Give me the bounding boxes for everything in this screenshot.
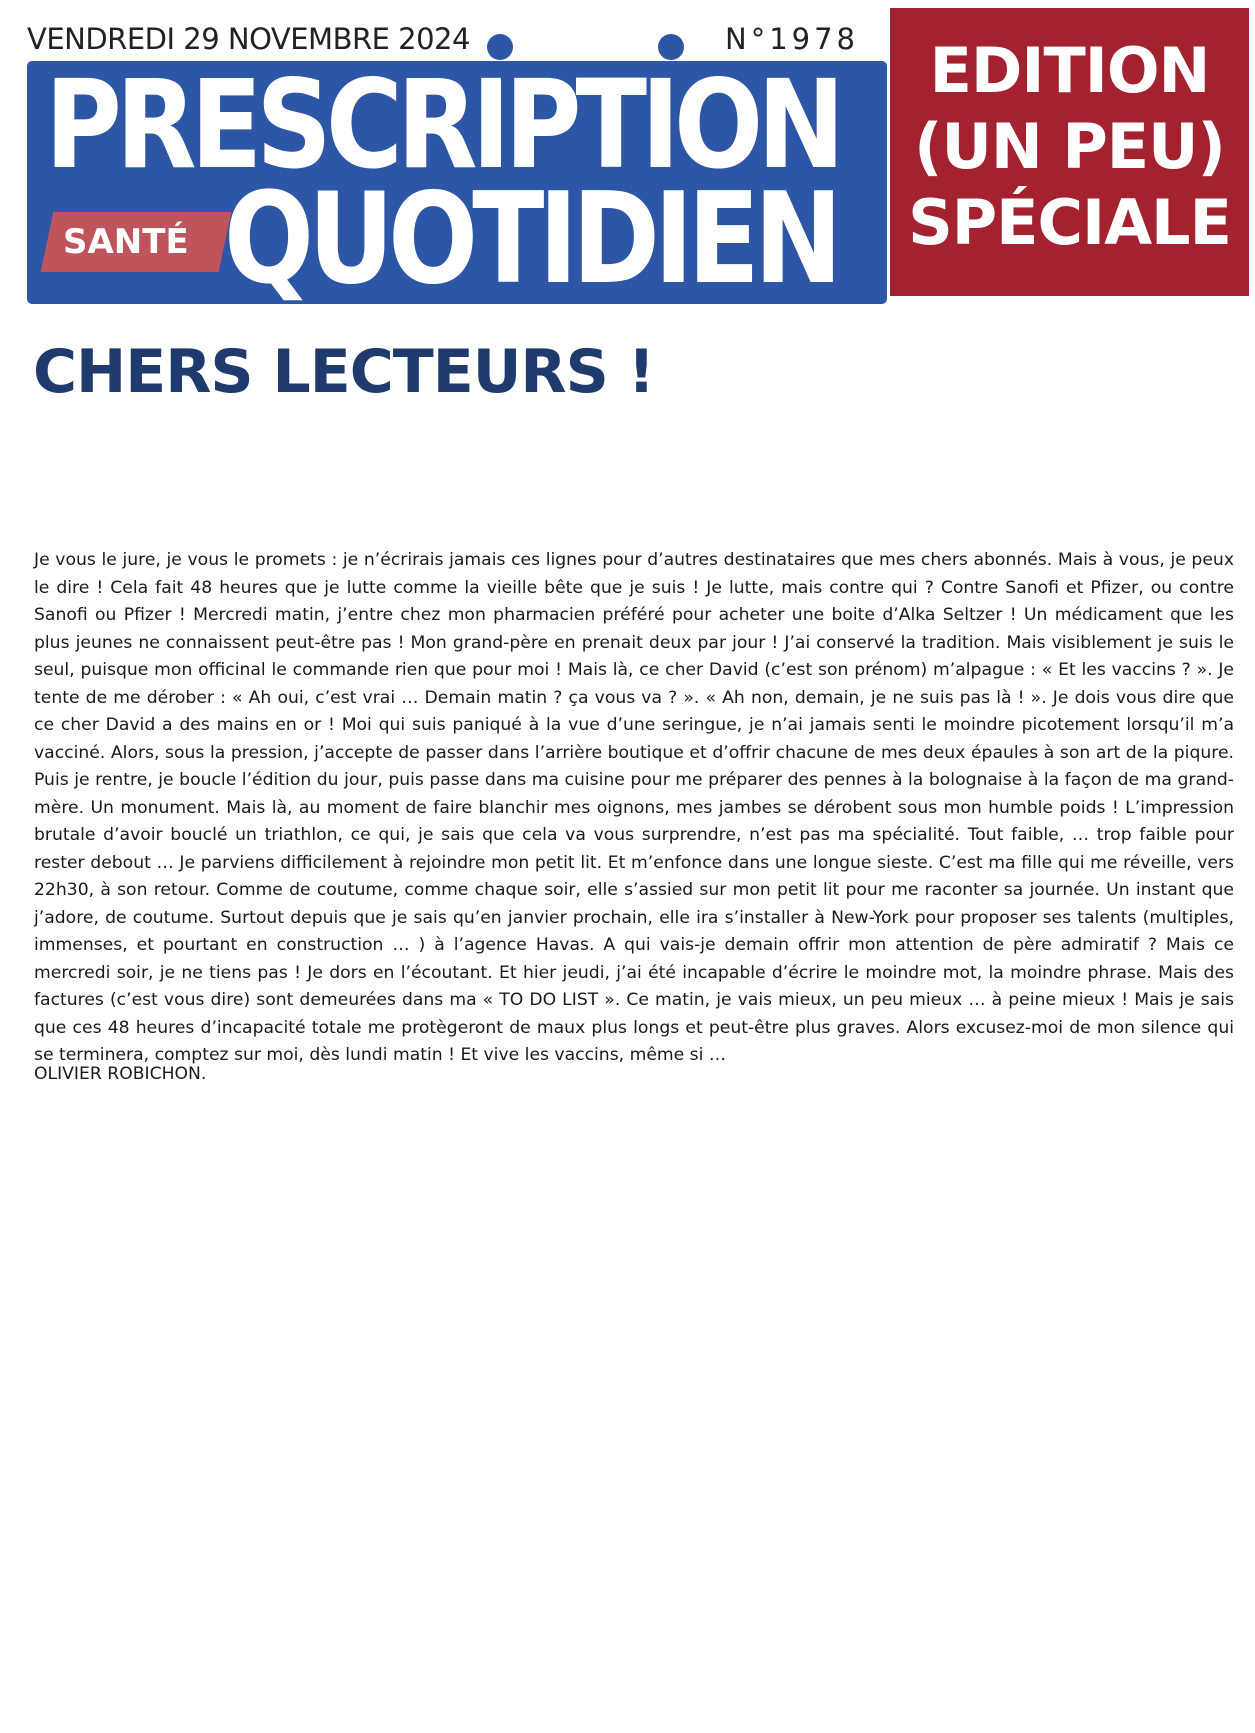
newspaper-logo — [27, 61, 887, 304]
logo-title-quotidien: QUOTIDIEN — [224, 165, 837, 304]
logo-tag-sante — [41, 212, 232, 272]
issue-date: VENDREDI 29 NOVEMBRE 2024 — [27, 22, 470, 56]
special-edition-box — [890, 8, 1249, 296]
logo-dot-decoration — [658, 34, 684, 60]
logo-dot-decoration — [487, 34, 513, 60]
special-edition-line2: (UN PEU) — [914, 110, 1225, 183]
special-edition-line1: EDITION — [929, 34, 1210, 107]
issue-number: N°1978 — [725, 22, 859, 56]
logo-title-prescription: PRESCRIPTION — [45, 61, 840, 196]
article-signature: OLIVIER ROBICHON. — [34, 1064, 207, 1084]
article-body: Je vous le jure, je vous le promets : je n’écrirais jamais ces lignes pour d’autres destinataires que mes chers abonnés. Mais à vous, je peux le dire ! Cela fait 48 heures que je lutte comme la vieille bête que je suis ! Je lutte, mais contre qui ? Contre Sanofi et Pfizer, ou contre Sanofi ou Pfizer ! Mercredi matin, j’entre chez mon pharmacien préféré pour acheter une boite d’Alka Seltzer ! Un médicament que les plus jeunes ne connaissent peut-être pas ! Mon grand-père en prenait deux par jour ! J’ai conservé la tradition. Mais visiblement je suis le seul, puisque mon officinal le commande rien que pour moi ! Mais là, ce cher David (c’est son prénom) m’alpague : « Et les vaccins ? ». Je tente de me dérober : « Ah oui, c’est vrai … Demain matin ? ça vous va ? ». « Ah non, demain, je ne suis pas là ! ». Je dois vous dire que ce cher David a des mains en or ! Moi qui suis paniqué à la vue d’une seringue, je n’ai jamais senti le moindre picotement lorsqu’il m’a vacciné. Alors, sous la pression, j’accepte de passer dans l’arrière boutique et d’offrir chacune de mes deux épaules à son art de la piqure. Puis je rentre, je boucle l’édition du jour, puis passe dans ma cuisine pour me préparer des pennes à la bolognaise à la façon de ma grand-mère. Un monument. Mais là, au moment de faire blanchir mes oignons, mes jambes se dérobent sous mon humble poids ! L’impression brutale d’avoir bouclé un triathlon, ce qui, je sais que cela va vous surprendre, n’est pas ma spécialité. Tout faible, … trop faible pour rester debout … Je parviens difficilement à rejoindre mon petit lit. Et m’enfonce dans une longue sieste. C’est ma fille qui me réveille, vers 22h30, à son retour. Comme de coutume, comme chaque soir, elle s’assied sur mon petit lit pour me raconter sa journée. Un instant que j’adore, de coutume. Surtout depuis que je sais qu’en janvier prochain, elle ira s’installer à New-York pour proposer ses talents (multiples, immenses, et pourtant en construction … ) à l’agence Havas. A qui vais-je demain offrir mon attention de père admiratif ? Mais ce mercredi soir, je ne tiens pas ! Je dors en l’écoutant. Et hier jeudi, j’ai été incapable d’écrire le moindre mot, la moindre phrase. Mais des factures (c’est vous dire) sont demeurées dans ma « TO DO LIST ». Ce matin, je vais mieux, un peu mieux … à peine mieux ! Mais je sais que ces 48 heures d’incapacité totale me protègeront de maux plus longs et peut-être plus graves. Alors excusez-moi de mon silence qui se terminera, comptez sur moi, dès lundi matin ! Et vive les vaccins, même si … — [34, 550, 1234, 1065]
article-headline: CHERS LECTEURS ! — [33, 337, 655, 407]
special-edition-line3: SPÉCIALE — [908, 186, 1231, 259]
logo-tag-sante-label: SANTÉ — [63, 222, 189, 262]
